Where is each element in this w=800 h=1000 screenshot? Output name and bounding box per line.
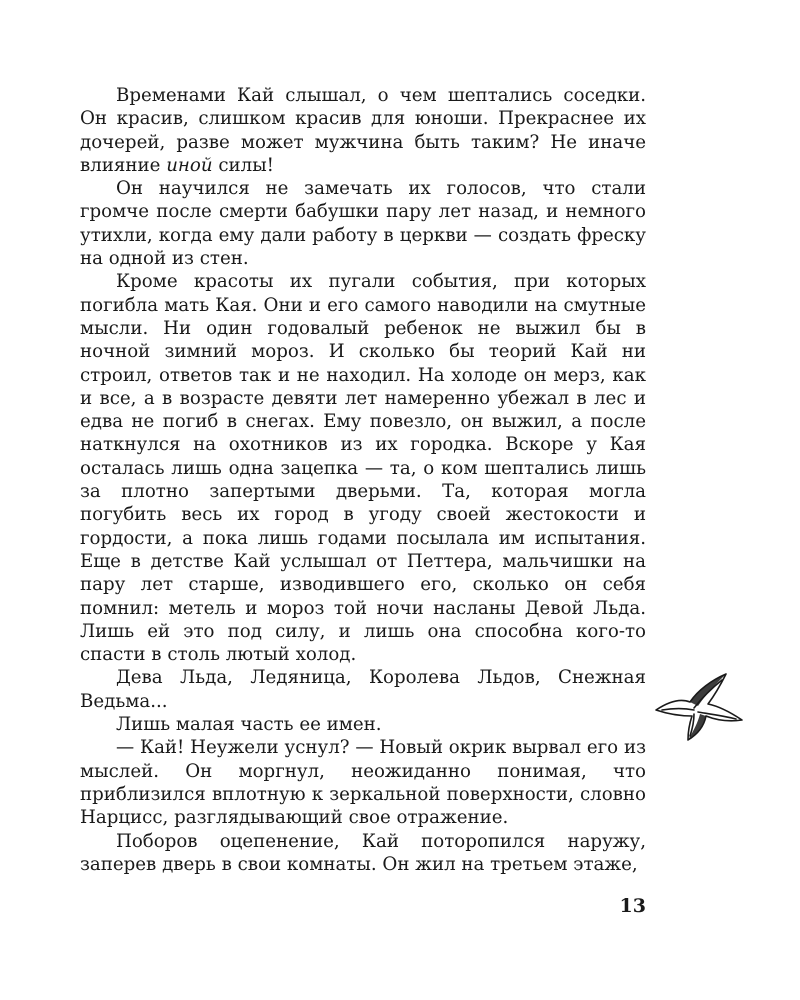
paragraph-1-emphasis: иной xyxy=(166,154,213,176)
snowflake-shard-ornament-icon xyxy=(654,672,744,742)
paragraph-1-tail: силы! xyxy=(212,154,274,176)
paragraph-2: Он научился не замечать их голосов, что стали громче после смерти бабушки пару лет назад, и немного утихли, когда ему дали работу в церкви — создать фреску на одной из стен. xyxy=(80,178,646,270)
paragraph-1-text: Временами Кай слышал, о чем шептались соседки. Он красив, слишком красив для юноши. Прекраснее их дочерей, разве может мужчина быть таким? Не иначе влияние xyxy=(80,85,646,176)
paragraph-1 xyxy=(80,84,646,177)
paragraph-4: Дева Льда, Ледяница, Королева Льдов, Снежная Ведьма... xyxy=(80,667,646,712)
page-number: 13 xyxy=(619,895,646,917)
text-column xyxy=(80,84,646,876)
paragraph-7: Поборов оцепенение, Кай поторопился наружу, заперев дверь в свои комнаты. Он жил на третьем этаже, xyxy=(80,830,646,875)
paragraph-6: — Кай! Неужели уснул? — Новый окрик вырвал его из мыслей. Он моргнул, неожиданно понимая, что приблизился вплотную к зеркальной поверхности, словно Нарцисс, разглядывающий свое отражение. xyxy=(80,737,646,829)
paragraph-3: Кроме красоты их пугали события, при которых погибла мать Кая. Они и его самого наводили на смутные мысли. Ни один годовалый ребенок не выжил бы в ночной зимний мороз. И сколько бы теорий Кай ни строил, ответов так и не находил. На холоде он мерз, как и все, а в возрасте девяти лет намеренно убежал в лес и едва не погиб в снегах. Ему повезло, он выжил, а после наткнулся на охотников из их городка. Вскоре у Кая осталась лишь одна зацепка — та, о ком шептались лишь за плотно запертыми дверьми. Та, которая могла погубить весь их город в угоду своей жестокости и гордости, а пока лишь годами посылала им испытания. Еще в детстве Кай услышал от Петтера, мальчишки на пару лет старше, изводившего его, сколько он себя помнил: метель и мороз той ночи насланы Девой Льда. Лишь ей это под силу, и лишь она способна кого-то спасти в столь лютый холод. xyxy=(80,271,646,666)
paragraph-5: Лишь малая часть ее имен. xyxy=(116,714,382,736)
